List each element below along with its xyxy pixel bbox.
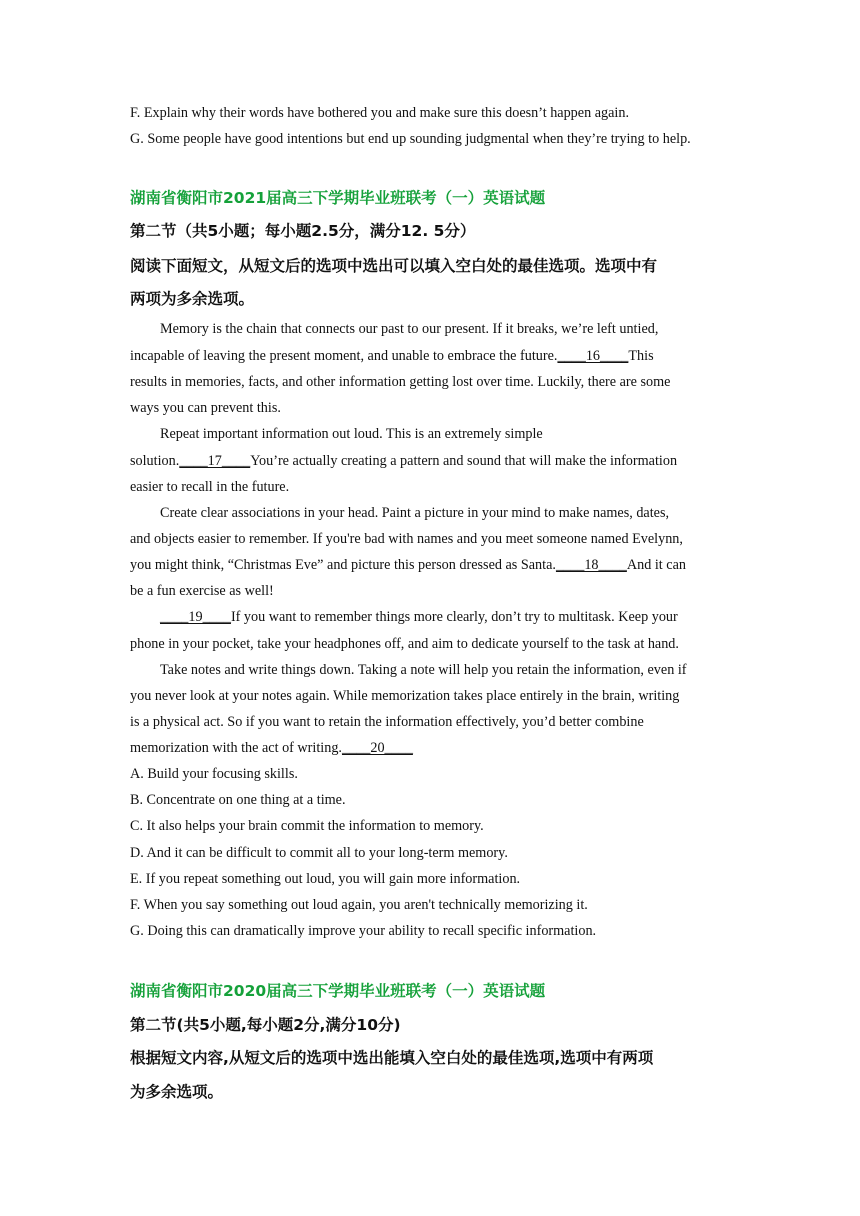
passage-line: Repeat important information out loud. This is an extremely simple (160, 426, 543, 442)
passage-line: you never look at your notes again. While memorization takes place entirely in the brain, writing (130, 688, 680, 704)
option-f: F. When you say something out loud again, you aren't technically memorizing it. (130, 897, 588, 913)
passage-text: This (628, 348, 654, 364)
blank-18: ____18____ (555, 557, 627, 573)
instructions: 两项为多余选项。 (130, 290, 255, 308)
passage-line: be a fun exercise as well! (130, 583, 274, 599)
blank-17: ____17____ (179, 453, 251, 469)
passage-line: is a physical act. So if you want to retain the information effectively, you’d better combine (130, 714, 644, 730)
option-line: G. Some people have good intentions but end up sounding judgmental when they’re trying to help. (130, 131, 691, 147)
section-title: 湖南省衡阳市2020届高三下学期毕业班联考（一）英语试题 (130, 982, 546, 1000)
blank-16: ____16____ (557, 348, 629, 364)
passage-line: phone in your pocket, take your headphones off, and aim to dedicate yourself to the task at hand. (130, 636, 679, 652)
passage-line (130, 739, 413, 757)
option-d: D. And it can be difficult to commit all to your long-term memory. (130, 845, 508, 861)
passage-text: solution. (130, 453, 180, 469)
instructions: 为多余选项。 (130, 1083, 224, 1101)
option-b: B. Concentrate on one thing at a time. (130, 792, 346, 808)
instructions: 根据短文内容,从短文后的选项中选出能填入空白处的最佳选项,选项中有两项 (130, 1049, 654, 1067)
option-line: F. Explain why their words have bothered you and make sure this doesn’t happen again. (130, 105, 629, 121)
passage-line: Take notes and write things down. Taking a note will help you retain the information, even if (160, 662, 687, 678)
passage-line (130, 556, 686, 574)
option-c: C. It also helps your brain commit the information to memory. (130, 818, 484, 834)
blank-19: ____19____ (160, 609, 231, 625)
passage-line: results in memories, facts, and other information getting lost over time. Luckily, there are some (130, 374, 671, 390)
passage-line (160, 608, 678, 626)
passage-line (130, 452, 677, 470)
option-e: E. If you repeat something out loud, you will gain more information. (130, 871, 521, 887)
passage-line (130, 347, 654, 365)
option-g: G. Doing this can dramatically improve your ability to recall specific information. (130, 923, 597, 939)
option-a: A. Build your focusing skills. (130, 766, 298, 782)
passage-text: incapable of leaving the present moment, and unable to embrace the future. (130, 348, 558, 364)
passage-text: You’re actually creating a pattern and sound that will make the information (250, 453, 678, 469)
passage-line: easier to recall in the future. (130, 479, 290, 495)
passage-line: Memory is the chain that connects our past to our present. If it breaks, we’re left untied, (160, 321, 659, 337)
passage-line: and objects easier to remember. If you're bad with names and you meet someone named Evelynn, (130, 531, 683, 547)
passage-text: And it can (626, 557, 686, 573)
blank-20: ____20____ (341, 740, 413, 756)
passage-line: Create clear associations in your head. Paint a picture in your mind to make names, dates, (160, 505, 670, 521)
section-part: 第二节（共5小题；每小题2.5分，满分12. 5分） (130, 222, 476, 240)
passage-line: ways you can prevent this. (130, 400, 281, 416)
section-part: 第二节(共5小题,每小题2分,满分10分) (130, 1016, 401, 1034)
instructions: 阅读下面短文，从短文后的选项中选出可以填入空白处的最佳选项。选项中有 (130, 257, 658, 275)
passage-text: you might think, “Christmas Eve” and picture this person dressed as Santa. (130, 557, 556, 573)
passage-text: memorization with the act of writing. (130, 740, 342, 756)
passage-text: If you want to remember things more clearly, don’t try to multitask. Keep your (230, 609, 678, 625)
section-title: 湖南省衡阳市2021届高三下学期毕业班联考（一）英语试题 (130, 189, 546, 207)
